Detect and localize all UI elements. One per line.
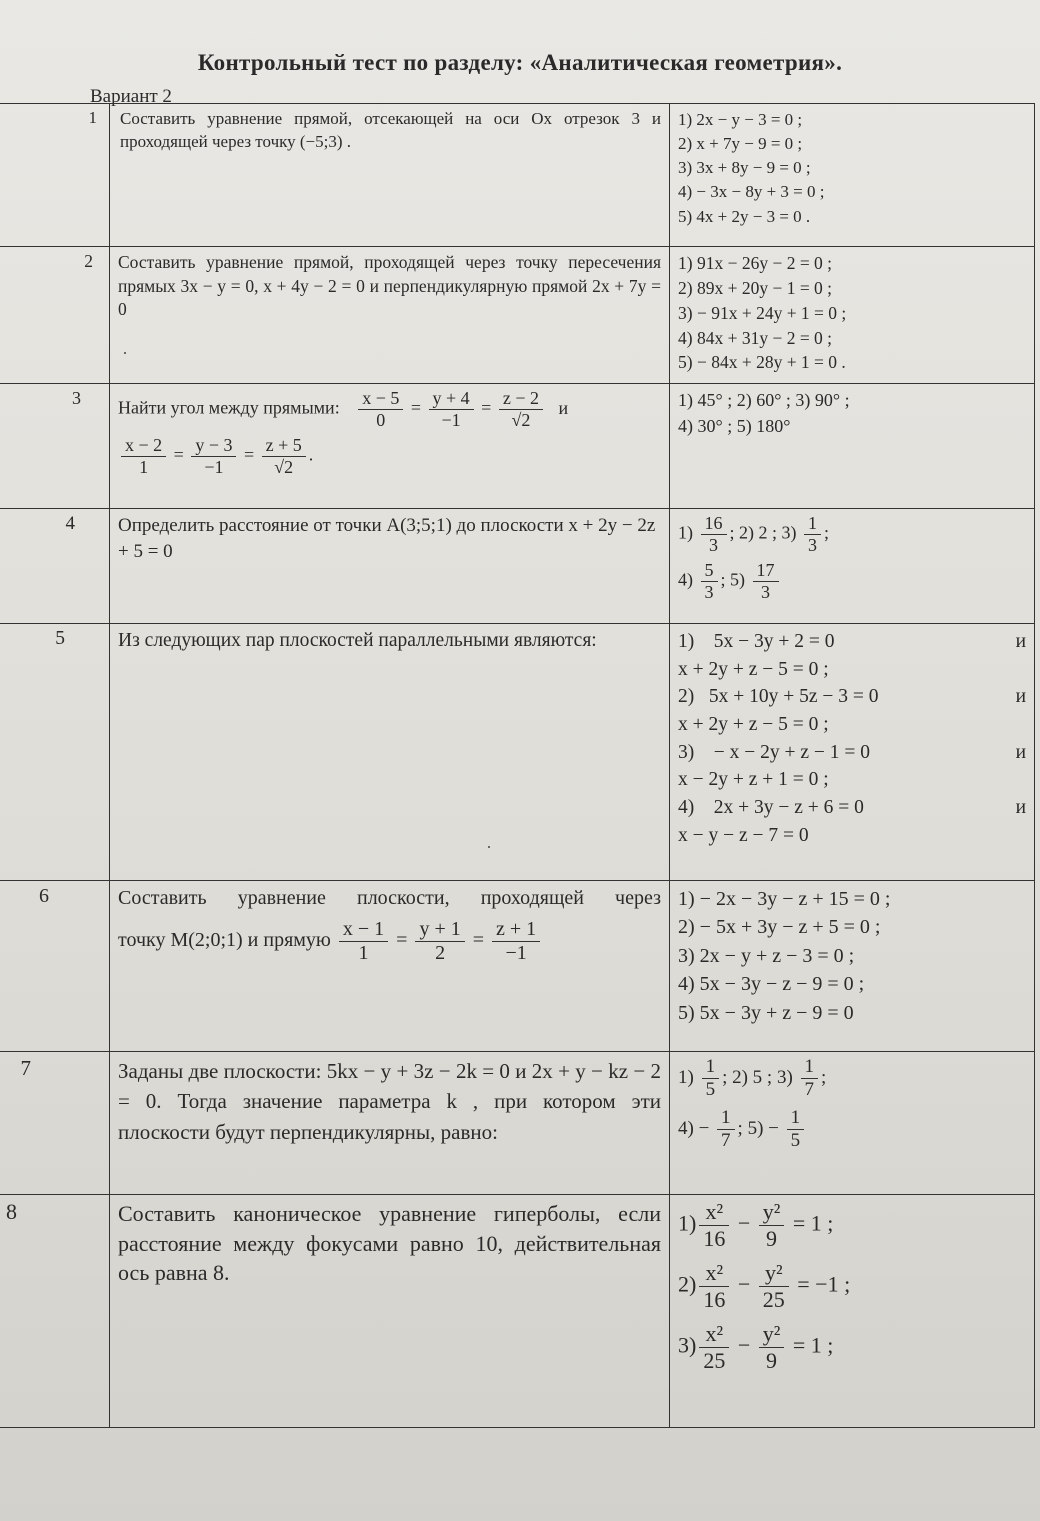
question-text: Составить уравнение прямой, проходящей через точку пересечения прямых 3x − y = 0, x + 4y − 2 = 0 и перпендикулярную прямой 2x + 7y = 0 [118,252,661,320]
answer-equation: 2x + 3y − z + 6 = 0 [713,797,864,819]
answer-option: 5) − 84x + 28y + 1 = 0 . [678,352,846,373]
question-text: Составить уравнение плоскости, проходящей через [118,887,661,909]
question-row-2 [0,247,1035,384]
period: . [308,444,314,465]
answer-prefix: 1) [678,1066,694,1088]
answer-pair [678,628,1026,656]
answer-line-1 [678,1056,1026,1101]
question-number: 8 [0,1195,110,1428]
question-number: 6 [0,881,110,1052]
question-row-4 [0,509,1035,624]
question-line-2: точку M(2;0;1) и прямую $\frac{x - 1}{1}$ = $\frac{y + 1}{2}$ = $\frac{z + 1}{-1}$ [118,918,661,965]
fraction-numerator: x² [699,1199,729,1226]
fraction-numerator: z + 5 [262,435,306,457]
fraction-numerator: x − 5 [358,388,403,410]
test-table [0,103,1035,1428]
answer-line-1 [678,513,1026,556]
fraction-numerator: 1 [717,1107,735,1130]
answer-option: 2) x + 7y − 9 = 0 ; [678,134,803,154]
answer-option: 1) − 2x − 3y − z + 15 = 0 ; [678,888,891,910]
variant-label: Вариант 2 [90,86,172,107]
question-number: 4 [0,509,110,624]
answer-option: 3) $\frac{\text{x²}}{25}$ − $\frac{\text{y²}}{9}$ = 1 ; [678,1321,834,1373]
fraction-numerator: y² [759,1199,785,1226]
answer-option: 3) − 91x + 24y + 1 = 0 ; [678,302,847,323]
answer-option: 2) $\frac{\text{x²}}{16}$ − $\frac{\text{y²}}{25}$ = −1 ; [678,1260,851,1312]
answer-text: ; 5) − [737,1117,779,1139]
question-text-cell [110,104,670,247]
fraction-numerator: 17 [753,560,779,582]
fraction-numerator: 1 [804,513,821,535]
fraction-denominator: −1 [441,410,461,430]
question-text: Определить расстояние от точки A(3;5;1) до плоскости x + 2y − 2z + 5 = 0 [118,515,656,562]
answer-text: ; [824,522,830,543]
answer-prefix: 1) [678,1210,697,1236]
answer-prefix: 4) [678,569,693,590]
fraction-numerator: 16 [701,513,727,535]
answer-option: 4) 84x + 31y − 2 = 0 ; [678,327,833,348]
question-text: Заданы две плоскости: 5kx − y + 3z − 2k = 0 и 2x + y − kz − 2 = 0. Тогда значение параметра k , при котором эти плоскости будут перпендикулярны, равно: [118,1059,661,1144]
answer-prefix: 3) [678,1332,697,1358]
fraction-denominator: 7 [721,1130,731,1151]
answer-text: = 1 ; [792,1210,834,1236]
answer-prefix: 1) [678,522,693,543]
fraction-denominator: 1 [139,457,149,477]
answers-cell [670,384,1035,509]
answer-equation: 5x − 3y + 2 = 0 [713,631,835,652]
question-text-cell [110,1195,670,1428]
question-number: 7 [0,1052,110,1195]
fraction-denominator: −1 [204,457,224,477]
answer-text: ; [821,1066,827,1088]
answer-prefix: 1) [678,631,695,652]
fraction-denominator: 25 [703,1348,726,1373]
answer-pair [678,794,1026,822]
answer-prefix: 2) [678,686,695,708]
question-text-cell [110,247,670,384]
question-row-6 [0,881,1035,1052]
answer-option: 1) 2x − y − 3 = 0 ; [678,110,803,129]
fraction-denominator: 3 [709,535,718,555]
answer-equation: x − 2y + z + 1 = 0 ; [678,769,829,791]
answer-option: 5) 4x + 2y − 3 = 0 . [678,206,811,226]
fraction-denominator: 5 [790,1130,801,1151]
fraction-denominator: −1 [505,942,527,964]
question-row-1 [0,104,1035,247]
fraction-denominator: 2 [435,942,446,964]
fraction-numerator: 1 [801,1056,819,1079]
fraction-denominator: 5 [705,1079,716,1100]
fraction-numerator: x − 1 [339,918,388,942]
fraction-numerator: z − 2 [499,388,543,410]
fraction-denominator: 16 [703,1226,726,1251]
question-line-2: $\frac{x - 2}{1}$ = $\frac{y - 3}{-1}$ = $\frac{z + 5}{√2}$ . [118,435,661,478]
fraction-denominator: 7 [804,1079,815,1100]
fraction-numerator: y + 4 [429,388,474,410]
answers-cell [670,1195,1035,1428]
question-text: точку M(2;0;1) и прямую [118,929,331,952]
answer-line-2 [678,1107,1026,1152]
fraction-numerator: 1 [702,1056,720,1079]
fraction-numerator: z + 1 [492,918,540,942]
question-number: 1 [0,104,110,247]
fraction-numerator: y + 1 [415,918,464,942]
answer-option: 4) 30° ; 5) 180° [678,415,791,436]
fraction-denominator: 3 [761,582,770,602]
fraction-numerator: y² [759,1260,789,1287]
fraction-numerator: x² [699,1321,729,1348]
answer-prefix: 2) [678,1271,697,1297]
fraction-denominator: 25 [762,1287,785,1312]
fraction-denominator: 1 [358,942,369,964]
fraction-denominator: 9 [766,1226,778,1251]
question-row-8 [0,1195,1035,1428]
answers-cell [670,881,1035,1052]
fraction-denominator: √2 [511,410,531,430]
answer-text: ; 2) 2 ; 3) [729,522,797,543]
question-number: 2 [0,247,110,384]
question-text: Найти угол между прямыми: [118,397,340,418]
fraction-numerator: 5 [701,560,718,582]
answer-pair [678,739,1026,767]
page-title: Контрольный тест по разделу: «Аналитическая геометрия». [197,50,843,75]
answer-option: 1) 45° ; 2) 60° ; 3) 90° ; [678,390,850,410]
answers-cell [670,247,1035,384]
answer-option: 1) $\frac{\text{x²}}{16}$ − $\frac{\text{y²}}{9}$ = 1 ; [678,1199,834,1251]
question-text: Составить каноническое уравнение гиперболы, если расстояние между фокусами равно 10, действительная ось равна 8. [118,1201,661,1286]
answer-text: = −1 ; [797,1271,851,1297]
answer-option: 5) 5x − 3y + z − 9 = 0 [678,1001,854,1024]
answer-text: = 1 ; [792,1332,834,1358]
question-text-cell [110,1052,670,1195]
fraction-denominator: 16 [703,1287,726,1312]
answer-text: ; 5) [720,569,745,590]
fraction-numerator: x² [699,1260,729,1287]
fraction-denominator: √2 [274,457,294,477]
conjunction: и [1015,631,1026,652]
fraction-numerator: y² [759,1321,785,1348]
fraction-denominator: 3 [704,582,714,602]
answer-prefix: 4) − [678,1117,710,1139]
pen-dot [488,846,490,848]
question-number: 5 [0,624,110,881]
question-row-7 [0,1052,1035,1195]
answer-equation: x + 2y + z − 5 = 0 ; [678,714,829,736]
answers-cell [670,1052,1035,1195]
answer-equation: 5x + 10y + 5z − 3 = 0 [708,686,879,708]
answer-option: 3) 2x − y + z − 3 = 0 ; [678,944,855,967]
question-text-cell [110,384,670,509]
answer-equation: x + 2y + z − 5 = 0 ; [678,658,829,680]
answer-line-2 [678,560,1026,603]
question-text: Составить уравнение прямой, отсекающей на оси Ox отрезок 3 и проходящей через точку (−5;3) . [120,109,661,151]
answer-equation: x − y − z − 7 = 0 [678,824,809,846]
answers-cell [670,624,1035,881]
fraction-numerator: y − 3 [191,435,236,457]
answer-option: 4) 5x − 3y − z − 9 = 0 ; [678,973,865,996]
answers-cell [670,104,1035,247]
answer-option: 3) 3x + 8y − 9 = 0 ; [678,158,811,178]
question-text: Из следующих пар плоскостей параллельными являются: [118,630,597,651]
conjunction: и [1015,686,1026,708]
answer-prefix: 3) [678,741,695,763]
fraction-denominator: 9 [766,1348,778,1373]
question-text-cell [110,509,670,624]
question-text-cell [110,881,670,1052]
conjunction: и [1015,797,1026,819]
answer-option: 4) − 3x − 8y + 3 = 0 ; [678,182,825,202]
fraction-denominator: 3 [808,535,817,555]
answer-option: 2) − 5x + 3y − z + 5 = 0 ; [678,916,881,939]
answer-equation: − x − 2y + z − 1 = 0 [713,741,871,763]
question-line-1: Найти угол между прямыми: $\frac{x - 5}{0}$ = $\frac{y + 4}{-1}$ = $\frac{z - 2}{√2}$ и [118,388,569,430]
question-row-5 [0,624,1035,881]
answer-prefix: 4) [678,797,695,819]
fraction-numerator: 1 [787,1107,805,1130]
answer-pair [678,683,1026,711]
conjunction: и [558,397,569,418]
fraction-numerator: x − 2 [121,435,166,457]
answer-text: ; 2) 5 ; 3) [722,1066,793,1088]
pen-dot [124,352,126,354]
answer-option: 1) 91x − 26y − 2 = 0 ; [678,253,833,273]
fraction-denominator: 0 [376,410,386,430]
question-text-cell [110,624,670,881]
question-number: 3 [0,384,110,509]
conjunction: и [1015,741,1026,763]
answer-option: 2) 89x + 20y − 1 = 0 ; [678,277,833,298]
question-row-3 [0,384,1035,509]
answers-cell [670,509,1035,624]
